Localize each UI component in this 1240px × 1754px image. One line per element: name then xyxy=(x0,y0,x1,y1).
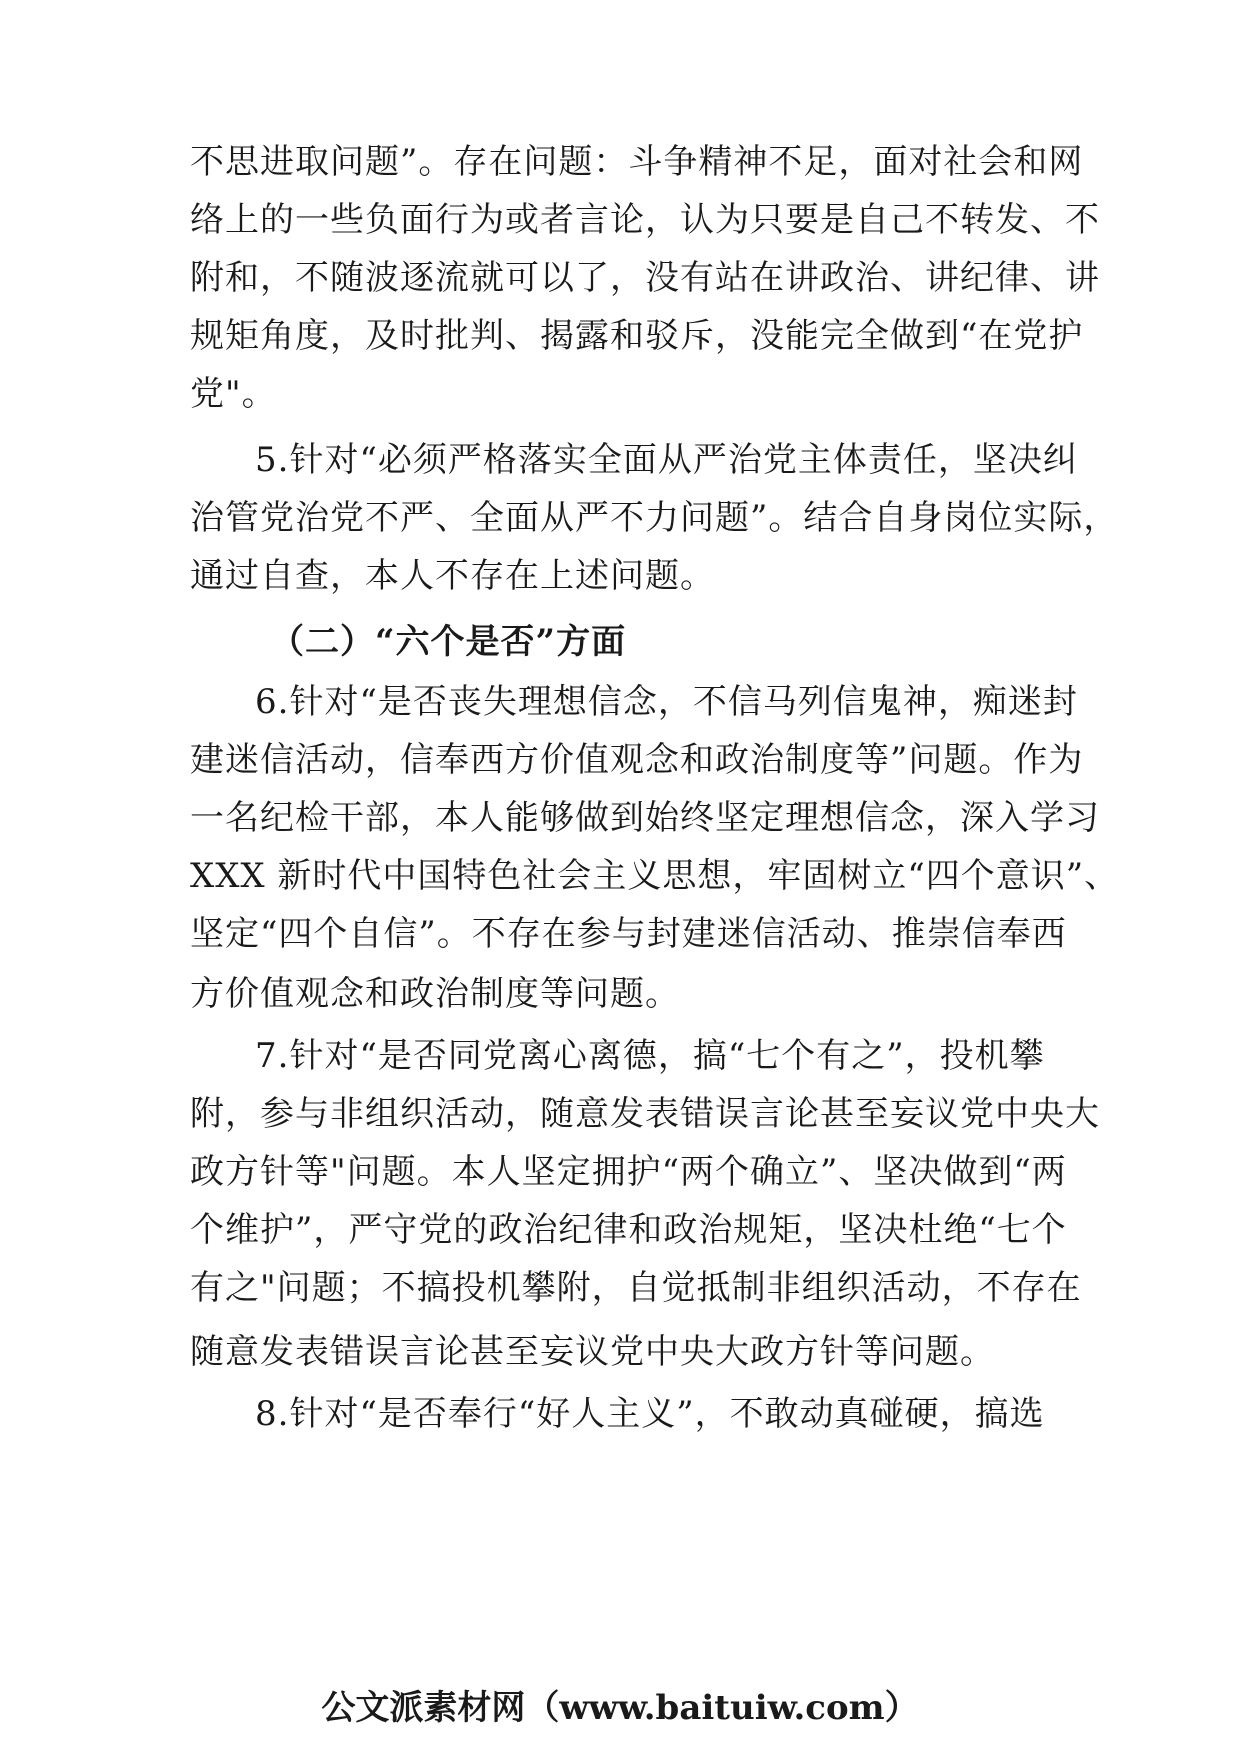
paragraph-7-start: 7.针对“是否同党离心离德，搞“七个有之”，投机攀 xyxy=(255,1036,1045,1076)
paragraph-8-start: 8.针对“是否奉行“好人主义”，不敢动真碰硬，搞选 xyxy=(255,1394,1045,1434)
paragraph-6-start: 6.针对“是否丧失理想信念，不信马列信鬼神，痴迷封 xyxy=(255,682,1078,722)
text-line: 政方针等"问题。本人坚定拥护“两个确立”、坚决做到“两 xyxy=(190,1152,1067,1192)
section-heading: （二）“六个是否”方面 xyxy=(270,622,627,662)
text-line: 治管党治党不严、全面从严不力问题”。结合自身岗位实际， xyxy=(190,498,1119,538)
text-line: 方价值观念和政治制度等问题。 xyxy=(190,974,680,1014)
text-line: 附和，不随波逐流就可以了，没有站在讲政治、讲纪律、讲 xyxy=(190,258,1100,298)
text-line: 随意发表错误言论甚至妄议党中央大政方针等问题。 xyxy=(190,1332,995,1372)
paragraph-5-start: 5.针对“必须严格落实全面从严治党主体责任，坚决纠 xyxy=(255,440,1078,480)
text-line: 络上的一些负面行为或者言论，认为只要是自己不转发、不 xyxy=(190,200,1100,240)
text-line: 规矩角度，及时批判、揭露和驳斥，没能完全做到“在党护 xyxy=(190,316,1084,356)
text-line: XXX 新时代中国特色社会主义思想，牢固树立“四个意识”、 xyxy=(190,856,1120,896)
text-line: 附，参与非组织活动，随意发表错误言论甚至妄议党中央大 xyxy=(190,1094,1100,1134)
text-line: 一名纪检干部，本人能够做到始终坚定理想信念，深入学习 xyxy=(190,798,1100,838)
text-line: 建迷信活动，信奉西方价值观念和政治制度等”问题。作为 xyxy=(190,740,1084,780)
text-line: 通过自查，本人不存在上述问题。 xyxy=(190,556,715,596)
text-line: 不思进取问题”。存在问题：斗争精神不足，面对社会和网 xyxy=(190,142,1084,182)
text-line: 有之"问题；不搞投机攀附，自觉抵制非组织活动，不存在 xyxy=(190,1268,1082,1308)
footer-watermark: 公文派素材网（www.baituiw.com） xyxy=(321,1688,919,1728)
text-line: 坚定“四个自信”。不存在参与封建迷信活动、推崇信奉西 xyxy=(190,914,1067,954)
text-line: 党"。 xyxy=(190,374,277,414)
text-line: 个维护”，严守党的政治纪律和政治规矩，坚决杜绝“七个 xyxy=(190,1210,1067,1250)
